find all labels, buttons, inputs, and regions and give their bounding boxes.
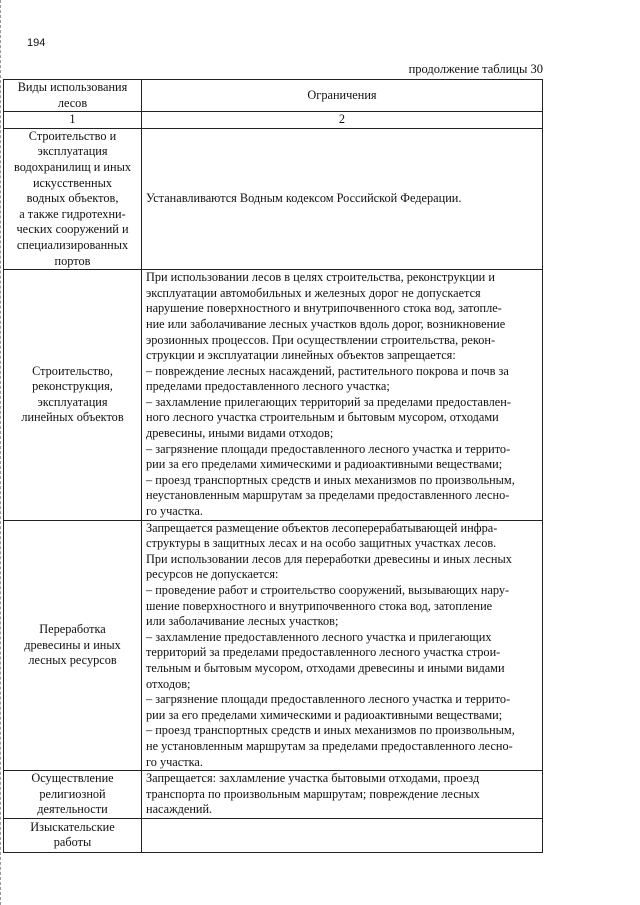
forest-use-cell: Изыскательские работы: [4, 818, 142, 852]
restrictions-cell: При использовании лесов в целях строительства, реконструкции и эксплуатации автомобильных и железных дорог не допускается нарушение поверхностного и внутрипочвенного стока вод, затопле- ние или заболачивание лесных участков вдоль дорог, возникновение эрозионных процессов. При осуществлении строительства, рекон- струкции и эксплуатации линейных объектов запрещается: – повреждение лесных насаждений, растительного покрова и почв за пределами предоставленного лесного участка; – захламление прилегающих территорий за пределами предоставлен- ного лесного участка строительным и бытовым мусором, отходами древесины, иными видами отходов; – загрязнение площади предоставленного лесного участка и террито- рии за его пределами химическими и радиоактивными веществами; – проезд транспортных средств и иных механизмов по произвольным, неустановленным маршрутам за пределами предоставленного лесно- го участка.: [142, 270, 543, 521]
table-header-row: [4, 80, 543, 112]
header-restrictions: Ограничения: [142, 80, 543, 112]
restrictions-cell: Запрещается размещение объектов лесоперерабатывающей инфра- структуры в защитных лесах и на особо защитных участках лесов. При использовании лесов для переработки древесины и иных лесных ресурсов не допускается: – проведение работ и строительство сооружений, вызывающих нару- шение поверхностного и внутрипочвенного стока вод, затопление или заболачивание лесных участков; – захламление предоставленного лесного участка и прилегающих территорий за пределами предоставленного лесного участка строи- тельным и бытовым мусором, отходами древесины и иными видами отходов; – загрязнение площади предоставленного лесного участка и террито- рии за его пределами химическими и радиоактивными веществами; – проезд транспортных средств и иных механизмов по произвольным, не установленным маршрутам за пределами предоставленного лесно- го участка.: [142, 520, 543, 771]
forest-use-cell: Строительство и эксплуатация водохранилищ и иных искусственных водных объектов, а также гидротехни- ческих сооружений и специализированных портов: [4, 128, 142, 269]
table-row: [4, 270, 543, 521]
table-row: [4, 771, 543, 819]
forest-use-cell: Строительство, реконструкция, эксплуатация линейных объектов: [4, 270, 142, 521]
page-edge: [0, 0, 2, 905]
header-forest-use: Виды использования лесов: [4, 80, 142, 112]
restrictions-cell: Запрещается: захламление участка бытовыми отходами, проезд транспорта по произвольным маршрутам; повреждение лесных насаждений.: [142, 771, 543, 819]
table-row: [4, 818, 543, 852]
page-number: 194: [27, 37, 46, 49]
restrictions-cell: Устанавливаются Водным кодексом Российской Федерации.: [142, 128, 543, 269]
column-number-1: 1: [4, 112, 142, 129]
table-row: [4, 128, 543, 269]
column-number-2: 2: [142, 112, 543, 129]
restrictions-cell: [142, 818, 543, 852]
table-row: [4, 520, 543, 771]
forest-use-cell: Переработка древесины и иных лесных ресурсов: [4, 520, 142, 771]
column-number-row: [4, 112, 543, 129]
restrictions-table: [3, 79, 543, 853]
table-continuation-caption: продолжение таблицы 30: [408, 62, 543, 76]
forest-use-cell: Осуществление религиозной деятельности: [4, 771, 142, 819]
